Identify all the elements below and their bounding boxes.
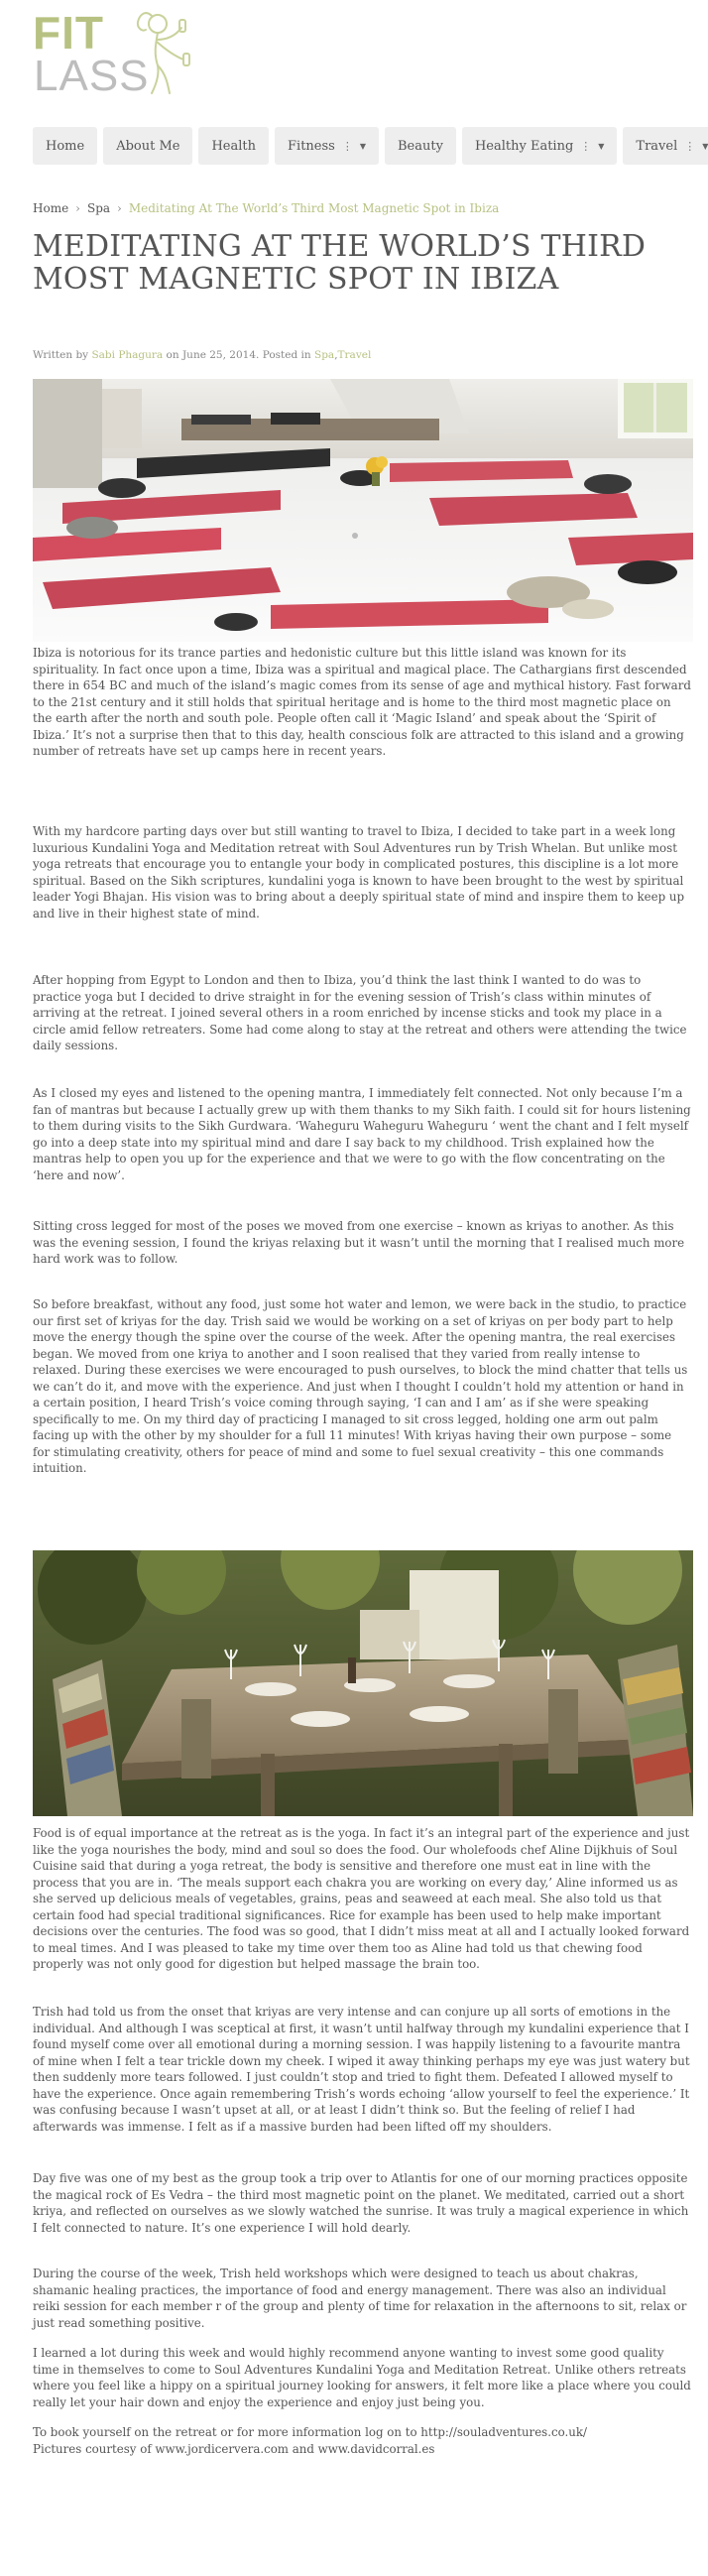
- nav-item-beauty[interactable]: [385, 127, 456, 165]
- logo-fit-text: FIT: [33, 7, 104, 59]
- meta-on: on: [166, 349, 179, 361]
- logo-figure-icon: [132, 6, 241, 97]
- nav-item-fitness[interactable]: [275, 127, 379, 165]
- meta-comma: ,: [334, 349, 338, 361]
- article-paragraph: Day five was one of my best as the group took a trip over to Atlantis for one of our morning practices opposite the magical rock of Es Vedra – the third most magnetic point on the planet. We meditated, carried out a short kriya, and reflected on ourselves as we slowly watched the sunrise. It was truly a magical experience in which I felt connected to nature. It’s one experience I will hold dearly.: [33, 2171, 689, 2235]
- article-paragraph: During the course of the week, Trish held workshops which were designed to teach us about chakras, shamanic healing practices, the importance of food and energy management. There was also an individual reiki session for each member r of the group and plenty of time for relaxation in the afternoons to sit, relax or just read something positive.: [33, 2267, 687, 2330]
- dining-table-photo: [33, 1550, 693, 1816]
- nav-item-healthy-eating[interactable]: [462, 127, 617, 165]
- nav-item-label: Healthy Eating: [474, 138, 574, 154]
- article-meta: [33, 349, 371, 361]
- article-paragraph: I learned a lot during this week and would highly recommend anyone wanting to invest some good quality time in themselves to come to Soul Adventures Kundalini Yoga and Meditation Retreat. Unlike others retreats where you feel like a hippy on a spiritual journey looking for answers, it felt more like a place where you could really let your hair down and enjoy the experience and enjoy just being you.: [33, 2346, 691, 2409]
- meta-posted-in: . Posted in: [256, 349, 311, 361]
- category-link-travel[interactable]: Travel: [337, 349, 372, 361]
- article-paragraph: So before breakfast, without any food, just some hot water and lemon, we were back in the studio, to practice our first set of kriyas for the day. Trish said we would be working on a set of kriyas on per body part to help move the energy though the spine over the course of the week. After the opening mantra, the real exercises began. We moved from one kriya to another and I soon realised that they varied from really intense to relaxed. During these exercises we were encouraged to push ourselves, to block the mind chatter that tells us we can’t do it, and move with the experience. And just when I thought I couldn’t hold my attention or hand in a certain position, I heard Trish’s voice coming through saying, ‘I can and I am’ as if she were speaking specifically to me. On my third day of practicing I managed to sit cross legged, holding one arm out palm facing up with the other by my shoulder for a full 11 minutes! With kriyas having their own purpose – some for stimulating creativity, others for peace of mind and some to fuel sexual creativity – this one commands intuition.: [33, 1297, 688, 1475]
- site-logo[interactable]: [33, 6, 241, 101]
- nav-item-home[interactable]: [33, 127, 97, 165]
- breadcrumb-current: Meditating At The World’s Third Most Magnetic Spot in Ibiza: [128, 201, 500, 215]
- nav-item-about-me[interactable]: [103, 127, 192, 165]
- article-paragraph: Trish had told us from the onset that kriyas are very intense and can conjure up all sorts of emotions in the individual. And although I was sceptical at first, it wasn’t until halfway through my kundalini experience that I found myself come over all emotional during a morning session. I was happily listening to a favourite mantra of mine when I felt a tear trickle down my cheek. I wiped it away thinking perhaps my eye was just watery but then suddenly more tears followed. I just couldn’t stop and tried to fight them. Defeated I allowed myself to have the experience. Once again remembering Trish’s words echoing ‘allow yourself to feel the experience.’ It was confusing because I wasn’t upset at all, or at least I didn’t think so. But the feeling of relief I had afterwards was immense. I felt as if a massive burden had been lifted off my shoulders.: [33, 2005, 690, 2134]
- nav-item-label: Fitness: [288, 138, 335, 154]
- chevron-down-icon: ▼: [359, 141, 366, 151]
- nav-item-label: Home: [46, 138, 85, 154]
- article-paragraph: Ibiza is notorious for its trance parties and hedonistic culture but this little island was known for its spirituality. In fact once upon a time, Ibiza was a spiritual and magical place. The Cathargians first descended there in 654 BC and much of the island’s magic comes from its sense of age and mythical history. Fast forward to the 21st century and it still holds that spiritual heritage and is home to the third most magnetic place on the earth after the north and south pole. People often call it ‘Magic Island’ and speak about the ‘Spirit of Ibiza.’ It’s not a surprise then that to this day, health conscious folk are attracted to this island and a growing number of retreats have set up camps here in recent years.: [33, 646, 691, 758]
- main-nav: [33, 127, 708, 165]
- nav-item-label: Beauty: [397, 138, 443, 154]
- breadcrumb: [33, 201, 499, 215]
- breadcrumb-separator-icon: ›: [117, 201, 122, 215]
- article-paragraph: As I closed my eyes and listened to the opening mantra, I immediately felt connected. Not only because I’m a fan of mantras but because I actually grew up with them thanks to my Sikh faith. I could sit for hours listening to them during visits to the Sikh Gurdwara. ‘Waheguru Waheguru Waheguru ‘ went the chant and I felt myself go into a deep state into my spiritual mind and dare I say back to my childhood. Trish explained how the mantras help to open you up for the experience and that we were to go with the flow concentrating on the ‘here and now’.: [33, 1086, 691, 1182]
- article-paragraph: After hopping from Egypt to London and then to Ibiza, you’d think the last think I wanted to do was to practice yoga but I decided to drive straight in for the evening session of Trish’s class within minutes of arriving at the retreat. I joined several others in a room enriched by incense sticks and took my place in a circle amid fellow retreaters. Some had come along to stay at the retreat and others were attending the twice daily sessions.: [33, 973, 687, 1052]
- breadcrumb-spa-link[interactable]: Spa: [86, 201, 111, 215]
- nav-item-travel[interactable]: [623, 127, 708, 165]
- picture-credits-paragraph: Pictures courtesy of www.jordicervera.com and www.davidcorral.es: [33, 2442, 435, 2456]
- yoga-studio-photo: [33, 379, 693, 642]
- more-dots-icon: ⋮: [341, 139, 353, 153]
- breadcrumb-home-link[interactable]: Home: [33, 201, 69, 215]
- article-paragraph: Sitting cross legged for most of the poses we moved from one exercise – known as kriyas to another. As this was the evening session, I found the kriyas relaxing but it wasn’t until the morning that I realised much more hard work was to follow.: [33, 1219, 685, 1266]
- booking-info-paragraph: To book yourself on the retreat or for more information log on to http://souladventures.co.uk/: [33, 2425, 587, 2439]
- chevron-down-icon: ▼: [702, 141, 708, 151]
- post-date: June 25, 2014: [181, 349, 257, 361]
- breadcrumb-separator-icon: ›: [75, 201, 80, 215]
- meta-written-by: Written by: [33, 349, 89, 361]
- nav-item-health[interactable]: [198, 127, 269, 165]
- chevron-down-icon: ▼: [598, 141, 605, 151]
- nav-item-label: Health: [211, 138, 257, 154]
- more-dots-icon: ⋮: [580, 139, 592, 153]
- author-link[interactable]: Sabi Phagura: [91, 349, 164, 361]
- nav-item-label: About Me: [116, 138, 180, 154]
- logo-lass-text: LASS: [34, 52, 150, 100]
- article-paragraph: Food is of equal importance at the retreat as is the yoga. In fact it’s an integral part of the experience and just like the yoga nourishes the body, mind and soul so does the food. Our wholefoods chef Aline Dijkhuis of Soul Cuisine said that during a yoga retreat, the body is sensitive and therefore one must eat in line with the process that you are in. ‘The meals support each chakra you are working on every day,’ Aline informed us as she served up delicious meals of vegetables, grains, peas and seaweed at each meal. She also told us that certain food had special traditional significances. Rice for example has been used to help make important decisions over the centuries. The food was so good, that I didn’t miss meat at all and I actually looked forward to meal times. And I was pleased to take my time over them too as Aline had told us that chewing food properly was not only good for digestion but helped massage the brain too.: [33, 1826, 690, 1971]
- category-link-spa[interactable]: Spa: [314, 349, 335, 361]
- more-dots-icon: ⋮: [684, 139, 696, 153]
- article-paragraph: With my hardcore parting days over but still wanting to travel to Ibiza, I decided to take part in a week long luxurious Kundalini Yoga and Meditation retreat with Soul Adventures run by Trish Whelan. But unlike most yoga retreats that encourage you to entangle your body in complicated postures, this discipline is a lot more spiritual. Based on the Sikh scriptures, kundalini yoga is known to have been brought to the west by spiritual leader Yogi Bhajan. His vision was to bring about a deeply spiritual state of mind and inspire them to keep up and live in their highest state of mind.: [33, 824, 685, 920]
- article-title: MEDITATING AT THE WORLD’S THIRD MOST MAGNETIC SPOT IN IBIZA: [33, 229, 647, 297]
- nav-item-label: Travel: [636, 138, 678, 154]
